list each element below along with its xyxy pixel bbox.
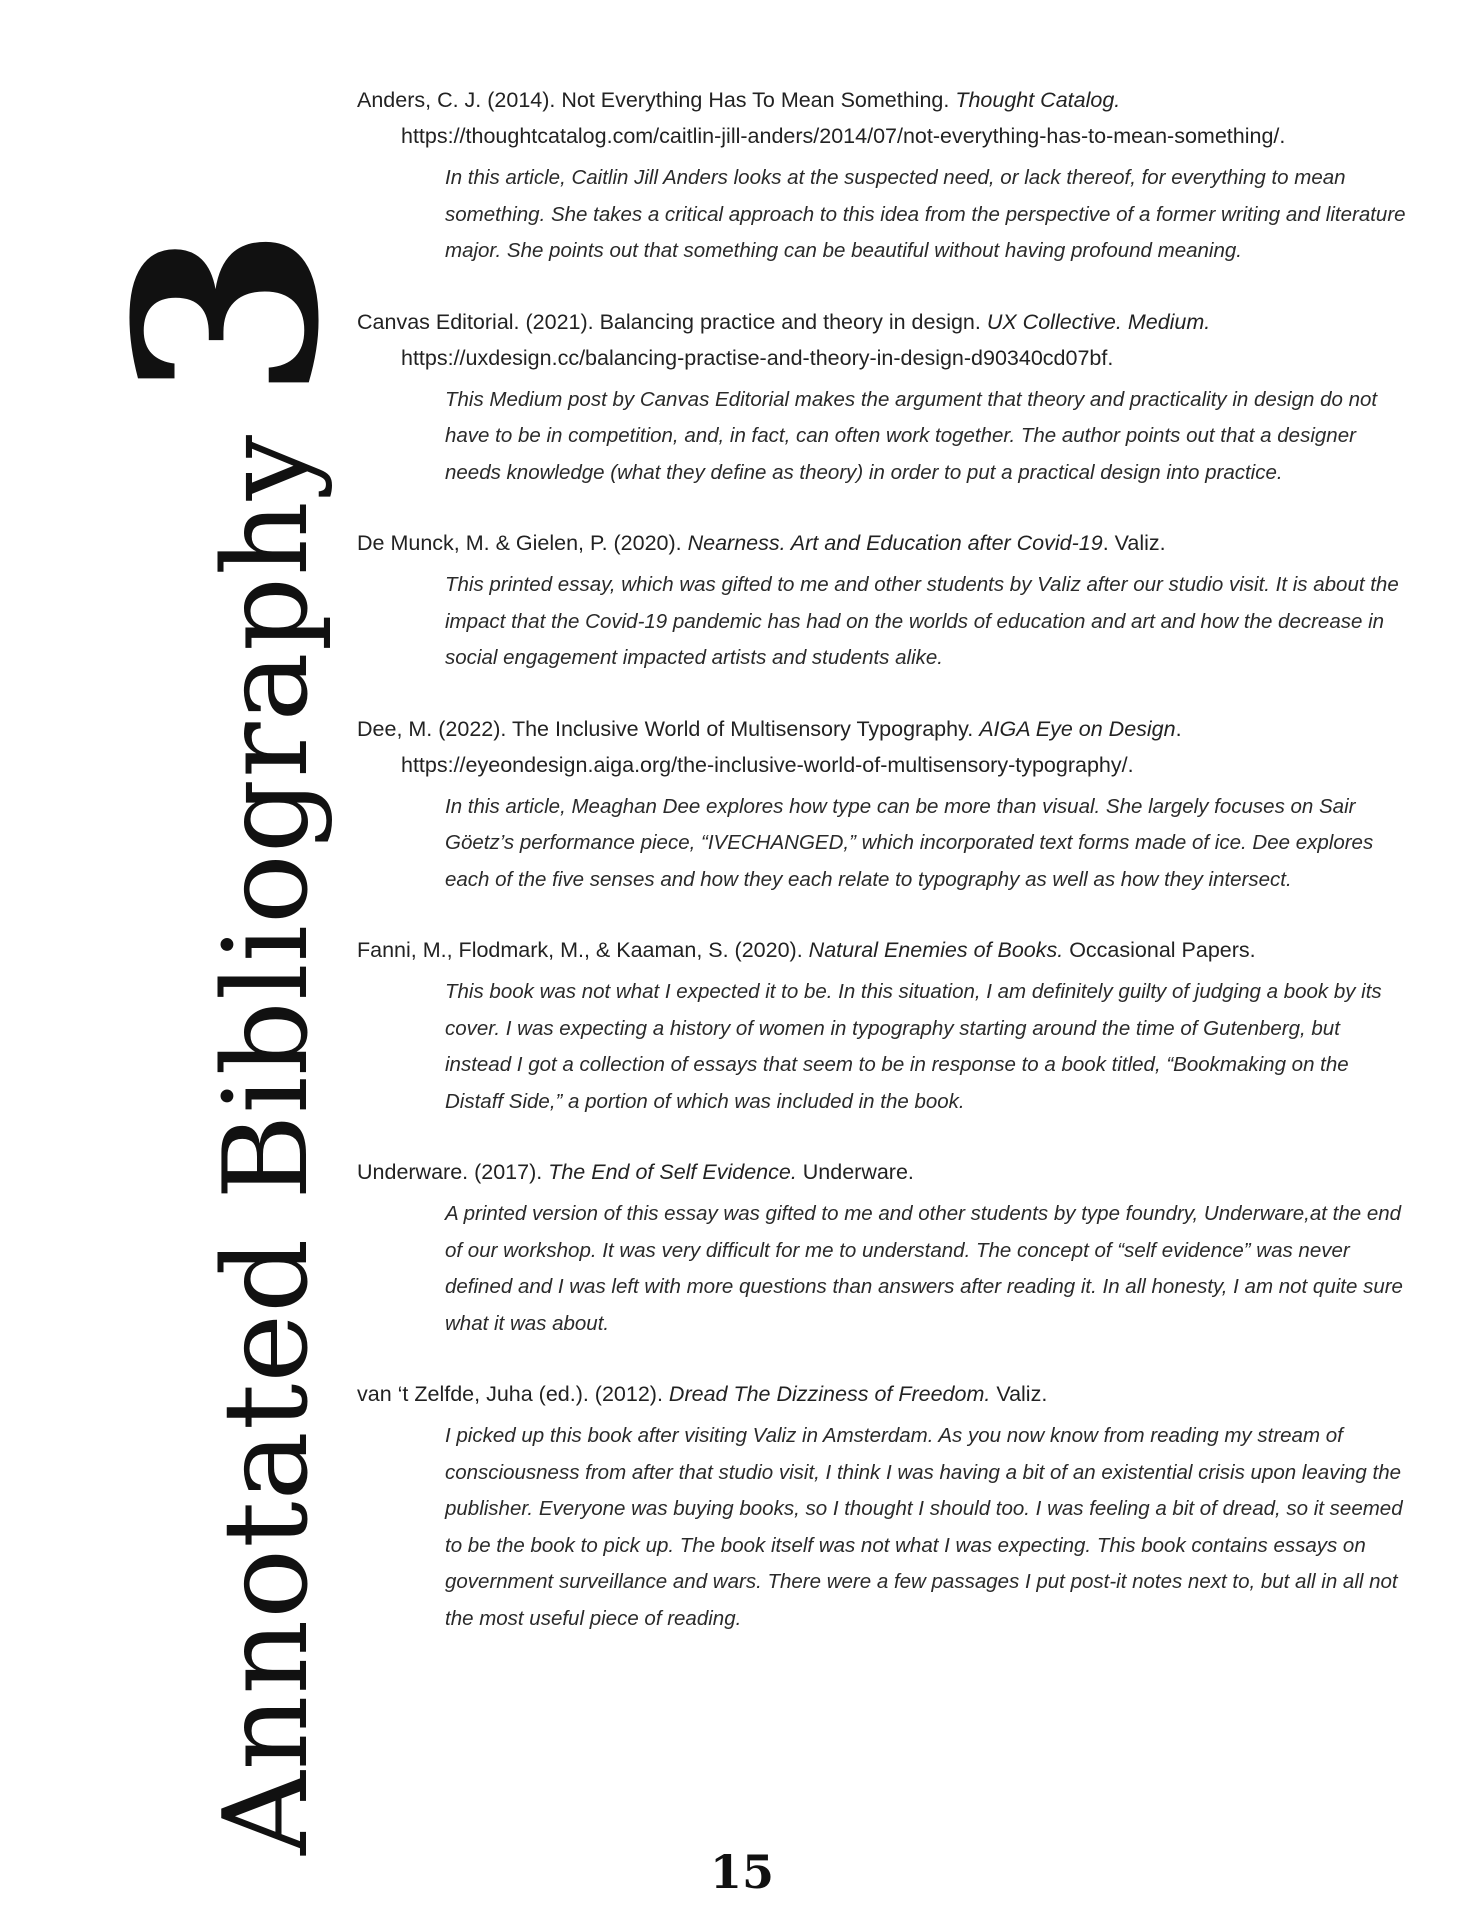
citation	[357, 525, 1407, 561]
citation-author-date: De Munck, M. & Gielen, P. (2020).	[357, 531, 688, 555]
bibliography-entry	[357, 525, 1407, 677]
citation-publisher: . https://eyeondesign.aiga.org/the-inclusive-world-of-multisensory-typography/.	[401, 716, 1182, 777]
citation-source-title: UX Collective. Medium.	[986, 309, 1211, 334]
citation-author-date: Anders, C. J. (2014). Not Everything Has To Mean Something.	[357, 88, 956, 112]
citation	[357, 1376, 1407, 1412]
citation-publisher: https://uxdesign.cc/balancing-practise-and-theory-in-design-d90340cd07bf.	[401, 345, 1114, 370]
bibliography-list	[357, 82, 1407, 1671]
citation	[357, 82, 1407, 154]
chapter-heading	[80, 105, 374, 1855]
citation-source-title: Thought Catalog.	[955, 88, 1121, 112]
page-number: 15	[709, 1845, 774, 1899]
citation-source-title: AIGA Eye on Design	[979, 716, 1176, 741]
citation-publisher: Underware.	[796, 1160, 914, 1184]
citation-publisher: Occasional Papers.	[1063, 938, 1256, 962]
citation-source-title: Nearness. Art and Education after Covid-19	[687, 531, 1103, 555]
bibliography-entry	[357, 1154, 1407, 1342]
annotation-text: In this article, Meaghan Dee explores how type can be more than visual. She largely focuses on Sair Göetz’s performance piece, “IVECHANGED,” which incorporated text forms made of ice. Dee explores each of the five senses and how they each relate to typography as well as how they intersect.	[445, 794, 1374, 891]
citation-publisher: https://thoughtcatalog.com/caitlin-jill-anders/2014/07/not-everything-has-to-mean-something/.	[401, 124, 1286, 148]
citation-source-title: Dread The Dizziness of Freedom.	[668, 1382, 991, 1406]
chapter-number: 3	[80, 225, 374, 400]
chapter-title: Annotated Bibliography	[199, 433, 334, 1855]
bibliography-entry	[357, 304, 1407, 492]
annotation-text: A printed version of this essay was gifted to me and other students by type foundry, Underware,at the end of our workshop. It was very difficult for me to understand. The concept of “self evidence” was never defined and I was left with more questions than answers after reading it. In all honesty, I am not quite sure what it was about.	[445, 1202, 1403, 1335]
citation-source-title: The End of Self Evidence.	[548, 1160, 797, 1184]
citation-author-date: Fanni, M., Flodmark, M., & Kaaman, S. (2020).	[357, 938, 809, 962]
bibliography-entry	[357, 932, 1407, 1120]
annotation-text: This printed essay, which was gifted to me and other students by Valiz after our studio visit. It is about the impact that the Covid-19 pandemic has had on the worlds of education and art and how the decrease in social engagement impacted artists and students alike.	[445, 573, 1399, 669]
bibliography-entry	[357, 82, 1407, 270]
citation	[357, 304, 1407, 376]
annotation-text: I picked up this book after visiting Valiz in Amsterdam. As you now know from reading my stream of consciousness from after that studio visit, I think I was having a bit of an existential crisis upon leaving the publisher. Everyone was buying books, so I thought I should too. I was feeling a bit of dread, so it seemed to be the book to pick up. The book itself was not what I was expecting. This book contains essays on government surveillance and wars. There were a few passages I put post-it notes next to, but all in all not the most useful piece of reading.	[445, 1424, 1403, 1630]
citation-author-date: van ‘t Zelfde, Juha (ed.). (2012).	[357, 1382, 669, 1406]
annotation-text: In this article, Caitlin Jill Anders looks at the suspected need, or lack thereof, for everything to mean something. She takes a critical approach to this idea from the perspective of a former writing and literature major. She points out that something can be beautiful without having profound meaning.	[445, 166, 1406, 262]
citation	[357, 711, 1407, 783]
bibliography-entry	[357, 711, 1407, 899]
citation-author-date: Underware. (2017).	[357, 1160, 549, 1184]
annotation-text: This Medium post by Canvas Editorial makes the argument that theory and practicality in design do not have to be in competition, and, in fact, can often work together. The author points out that a designer needs knowledge (what they define as theory) in order to put a practical design into practice.	[445, 387, 1378, 484]
bibliography-entry	[357, 1376, 1407, 1637]
citation-author-date: Dee, M. (2022). The Inclusive World of Multisensory Typography.	[357, 716, 980, 741]
citation	[357, 932, 1407, 968]
citation-publisher: . Valiz.	[1102, 531, 1166, 555]
citation-source-title: Natural Enemies of Books.	[808, 938, 1064, 962]
citation-author-date: Canvas Editorial. (2021). Balancing practice and theory in design.	[357, 309, 987, 334]
annotation-text: This book was not what I expected it to be. In this situation, I am definitely guilty of judging a book by its cover. I was expecting a history of women in typography starting around the time of Gutenberg, but instead I got a collection of essays that seem to be in response to a book titled, “Bookmaking on the Distaff Side,” a portion of which was included in the book.	[445, 980, 1382, 1113]
citation	[357, 1154, 1407, 1190]
citation-publisher: Valiz.	[990, 1382, 1048, 1406]
